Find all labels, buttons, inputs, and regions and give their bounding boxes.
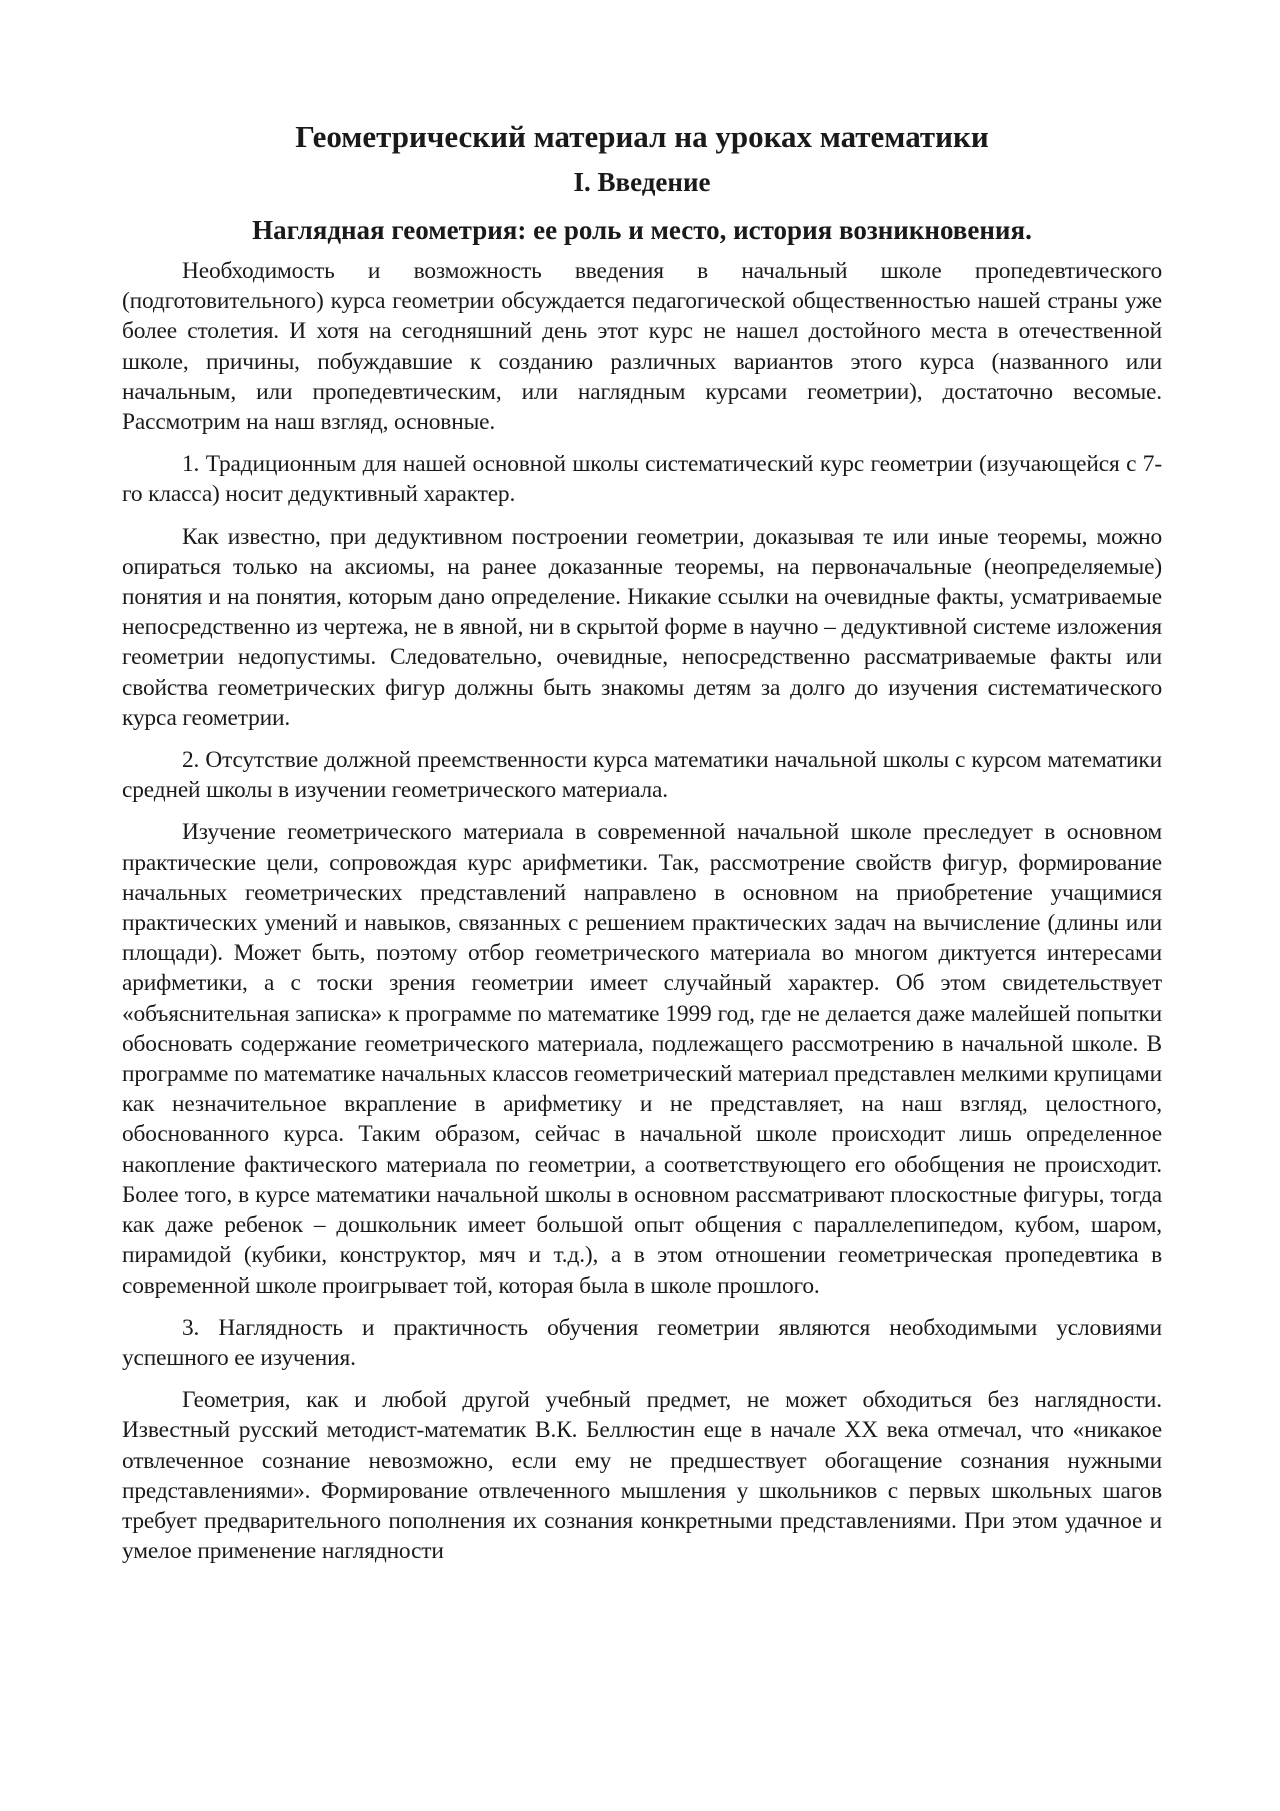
paragraph-point-1: 1. Традиционным для нашей основной школы систематический курс геометрии (изучающейся с 7-го класса) носит дедуктивный характер. xyxy=(122,451,1162,508)
paragraph-primary-school: Изучение геометрического материала в современной начальной школе преследует в основном практические цели, сопровождая курс арифметики. Так, рассмотрение свойств фигур, формирование начальных геометрических представлений направлено в основном на приобретение учащимися практических умений и навыков, связанных с решением практических задач на вычисление (длины или площади). Может быть, поэтому отбор геометрического материала во многом диктуется интересами арифметики, а с тоски зрения геометрии имеет случайный характер. Об этом свидетельствует «объяснительная записка» к программе по математике 1999 год, где не делается даже малейшей попытки обосновать содержание геометрического материала, подлежащего рассмотрению в начальной школе. В программе по математике начальных классов геометрический материал представлен мелкими крупицами как незначительное вкрапление в арифметику и не представляет, на наш взгляд, целостного, обоснованного курса. Таким образом, сейчас в начальной школе происходит лишь определенное накопление фактического материала по геометрии, а соответствующего его обобщения не происходит. Более того, в курсе математики начальной школы в основном рассматривают плоскостные фигуры, тогда как даже ребенок – дошкольник имеет большой опыт общения с параллелепипедом, кубом, шаром, пирамидой (кубики, конструктор, мяч и т.д.), а в этом отношении геометрическая пропедевтика в современной школе проигрывает той, которая была в школе прошлого. xyxy=(122,819,1162,1299)
document-page xyxy=(122,118,1162,1566)
paragraph-deductive: Как известно, при дедуктивном построении геометрии, доказывая те или иные теоремы, можно опираться только на аксиомы, на ранее доказанные теоремы, на первоначальные (неопределяемые) понятия и на понятия, которым дано определение. Никакие ссылки на очевидные факты, усматриваемые непосредственно из чертежа, не в явной, ни в скрытой форме в научно – дедуктивной системе изложения геометрии недопустимы. Следовательно, очевидные, непосредственно рассматриваемые факты или свойства геометрических фигур должны быть знакомы детям за долго до изучения систематического курса геометрии. xyxy=(122,523,1162,731)
document-title: Геометрический материал на уроках математики xyxy=(295,119,989,154)
paragraph-intro: Необходимость и возможность введения в начальный школе пропедевтического (подготовительного) курса геометрии обсуждается педагогической общественностью нашей страны уже более столетия. И хотя на сегодняшний день этот курс не нашел достойного места в отечественной школе, причины, побуждавшие к созданию различных вариантов этого курса (названного или начальным, или пропедевтическим, или наглядным курсами геометрии), достаточно весомые. Рассмотрим на наш взгляд, основные. xyxy=(122,258,1162,436)
section-title: I. Введение xyxy=(573,167,711,197)
subsection-title: Наглядная геометрия: ее роль и место, история возникновения. xyxy=(252,215,1032,245)
paragraph-visualization: Геометрия, как и любой другой учебный предмет, не может обходиться без наглядности. Известный русский методист-математик В.К. Беллюстин еще в начале XX века отмечал, что «никакое отвлеченное сознание невозможно, если ему не предшествует обогащение сознания нужными представлениями». Формирование отвлеченного мышления у школьников с первых школьных шагов требует предварительного пополнения их сознания конкретными представлениями. При этом удачное и умелое применение наглядности xyxy=(122,1387,1162,1565)
paragraph-point-2: 2. Отсутствие должной преемственности курса математики начальной школы с курсом математики средней школы в изучении геометрического материала. xyxy=(122,747,1162,804)
paragraph-point-3: 3. Наглядность и практичность обучения геометрии являются необходимыми условиями успешного ее изучения. xyxy=(122,1314,1162,1371)
